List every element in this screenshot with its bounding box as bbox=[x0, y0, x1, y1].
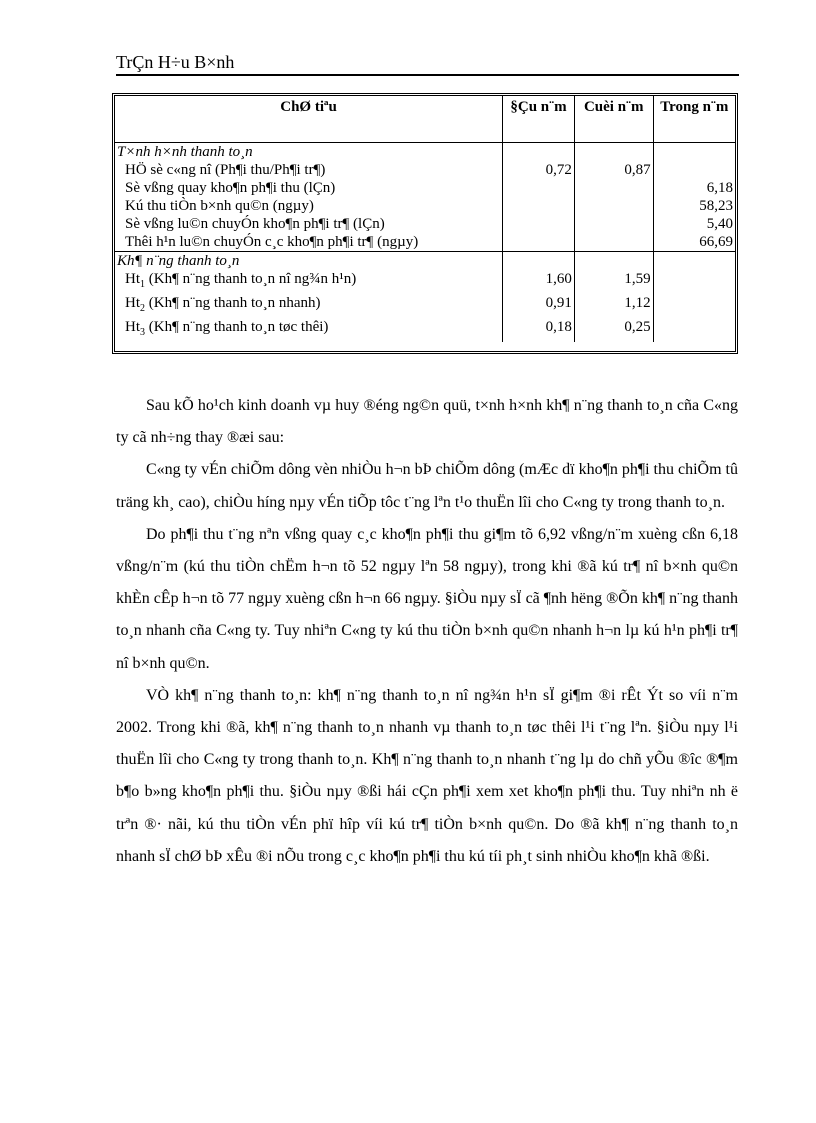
cell-year bbox=[653, 318, 735, 342]
column-header-year: Trong n¨m bbox=[653, 96, 735, 143]
indicator-table bbox=[112, 93, 738, 354]
cell-year: 5,40 bbox=[706, 216, 733, 232]
paragraph: Sau kÕ ho¹ch kinh doanh vµ huy ®éng ng©n quü, t×nh h×nh kh¶ n¨ng thanh to¸n cña C«ng ty cã nh÷ng thay ®æi sau: bbox=[116, 397, 738, 447]
column-header-indicator: ChØ tiªu bbox=[115, 96, 503, 143]
section-title: Kh¶ n¨ng thanh to¸n bbox=[115, 252, 503, 271]
row-label: Sè vßng lu©n chuyÓn kho¶n ph¶i tr¶ (lÇn) bbox=[115, 215, 503, 233]
table-header-row bbox=[115, 96, 735, 143]
cell-start: 1,60 bbox=[503, 270, 575, 294]
cell-start bbox=[503, 233, 575, 252]
header-author: TrÇn H÷u B×nh bbox=[116, 52, 235, 72]
paragraph: Do ph¶i thu t¨ng nªn vßng quay c¸c kho¶n ph¶i thu gi¶m tõ 6,92 vßng/n¨m xuèng cßn 6,18 vßng/n¨m (kú thu tiÒn chËm h¬n tõ 52 ngµy lªn 58 ngµy), trong khi ®ã kú tr¶ nî b×nh qu©n khÈn cÊp h¬n tõ 77 ngµy xuèng cßn h¬n 66 ngµy. §iÒu nµy sÏ cã ¶nh hëng ®Õn kh¶ n¨ng thanh to¸n nhanh cña C«ng ty. Tuy nhiªn C«ng ty kú thu tiÒn b×nh qu©n nhanh h¬n lµ kú h¹n ph¶i tr¶ nî b×nh qu©n. bbox=[116, 525, 738, 672]
row-label: $Ht_1$ (Kh¶ n¨ng thanh to¸n nî ng¾n h¹n) bbox=[115, 270, 503, 294]
paragraph: VÒ kh¶ n¨ng thanh to¸n: kh¶ n¨ng thanh to¸n nî ng¾n h¹n sÏ gi¶m ®i rÊt Ýt so víi n¨m 2002. Trong khi ®ã, kh¶ n¨ng thanh to¸n nhanh vµ thanh to¸n tøc thêi l¹i t¨ng lªn. §iÒu nµy l¹i thuËn lîi cho C«ng ty trong thanh to¸n. Kh¶ n¨ng thanh to¸n nhanh t¨ng lµ do chñ yÕu ®îc ®¶m b¶o b»ng kho¶n ph¶i thu. §iÒu nµy ®ßi hái cÇn ph¶i xem xet kho¶n ph¶i thu. Tuy nhiªn nh ë trªn ®· nãi, kú thu tiÒn vÉn phï hîp víi kú tr¶ tiÒn b×nh qu©n. Do ®ã kh¶ n¨ng thanh to¸n nhanh sÏ chØ bÞ xÊu ®i nÕu trong c¸c kho¶n ph¶i thu kú tíi ph¸t sinh nhiÒu kho¶n khã ®ßi. bbox=[116, 686, 738, 865]
section-title: T×nh h×nh thanh to¸n bbox=[115, 143, 503, 162]
table-row bbox=[115, 318, 735, 342]
row-label: Kú thu tiÒn b×nh qu©n (ngµy) bbox=[115, 197, 503, 215]
cell-start bbox=[503, 215, 575, 233]
column-header-end: Cuèi n¨m bbox=[574, 96, 653, 143]
cell-year bbox=[653, 270, 735, 294]
table-row bbox=[115, 270, 735, 294]
row-label: Sè vßng quay kho¶n ph¶i thu (lÇn) bbox=[115, 179, 503, 197]
table-row bbox=[115, 215, 735, 233]
column-header-start: §Çu n¨m bbox=[503, 96, 575, 143]
section-row bbox=[115, 143, 735, 162]
cell-year: 6,18 bbox=[706, 180, 733, 196]
table-row bbox=[115, 179, 735, 197]
cell-end bbox=[574, 233, 653, 252]
row-label: HÖ sè c«ng nî (Ph¶i thu/Ph¶i tr¶) bbox=[115, 161, 503, 179]
section-row bbox=[115, 252, 735, 271]
cell-start: 0,91 bbox=[503, 294, 575, 318]
table-row bbox=[115, 161, 735, 179]
row-label: Thêi h¹n lu©n chuyÓn c¸c kho¶n ph¶i tr¶ (ngµy) bbox=[115, 233, 503, 252]
cell-start bbox=[503, 179, 575, 197]
table-row bbox=[115, 294, 735, 318]
cell-start bbox=[503, 197, 575, 215]
cell-end: 1,12 bbox=[574, 294, 653, 318]
cell-start: 0,18 bbox=[503, 318, 575, 342]
cell-end bbox=[574, 197, 653, 215]
body-text bbox=[116, 390, 738, 873]
cell-year: 66,69 bbox=[653, 233, 735, 252]
cell-end bbox=[574, 215, 653, 233]
page-header bbox=[116, 50, 739, 76]
row-label: $Ht_3$ (Kh¶ n¨ng thanh to¸n tøc thêi) bbox=[115, 318, 503, 342]
cell-year bbox=[653, 161, 735, 179]
cell-end bbox=[574, 179, 653, 197]
paragraph: C«ng ty vÉn chiÕm dông vèn nhiÒu h¬n bÞ chiÕm dông (mÆc dï kho¶n ph¶i thu chiÕm tû träng kh¸ cao), chiÒu híng nµy vÉn tiÕp tôc t¨ng lªn t¹o thuËn lîi cho C«ng ty trong thanh to¸n. bbox=[116, 461, 738, 511]
cell-start: 0,72 bbox=[503, 161, 575, 179]
cell-end: 0,87 bbox=[574, 161, 653, 179]
cell-year bbox=[653, 294, 735, 318]
row-label: $Ht_2$ (Kh¶ n¨ng thanh to¸n nhanh) bbox=[115, 294, 503, 318]
table-row bbox=[115, 197, 735, 215]
cell-end: 1,59 bbox=[574, 270, 653, 294]
table-row bbox=[115, 233, 735, 252]
cell-end: 0,25 bbox=[574, 318, 653, 342]
cell-year: 58,23 bbox=[699, 198, 733, 214]
